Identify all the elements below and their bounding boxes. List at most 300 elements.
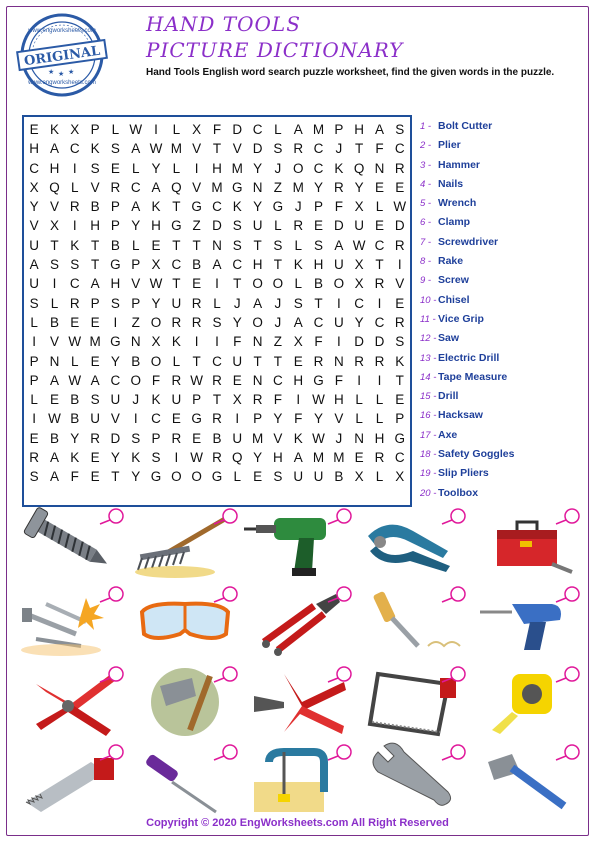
- grid-letter[interactable]: H: [293, 372, 304, 388]
- grid-letter[interactable]: T: [90, 237, 100, 253]
- grid-letter[interactable]: X: [49, 218, 59, 234]
- grid-letter[interactable]: S: [395, 122, 405, 137]
- grid-letter[interactable]: X: [192, 122, 202, 137]
- grid-letter[interactable]: O: [150, 353, 162, 369]
- grid-letter[interactable]: A: [90, 372, 100, 388]
- grid-letter[interactable]: B: [110, 237, 120, 253]
- grid-letter[interactable]: W: [149, 276, 163, 292]
- grid-letter[interactable]: E: [90, 353, 100, 369]
- grid-letter[interactable]: U: [333, 314, 344, 330]
- grid-letter[interactable]: L: [375, 411, 384, 427]
- grid-letter[interactable]: R: [394, 314, 405, 330]
- answer-pin-icon[interactable]: [440, 508, 466, 526]
- grid-letter[interactable]: A: [49, 372, 59, 388]
- grid-letter[interactable]: T: [314, 295, 323, 311]
- grid-letter[interactable]: I: [32, 334, 37, 350]
- grid-letter[interactable]: E: [395, 295, 405, 311]
- grid-letter[interactable]: L: [375, 469, 384, 485]
- grid-letter[interactable]: I: [174, 450, 179, 466]
- grid-letter[interactable]: Y: [253, 160, 263, 176]
- grid-letter[interactable]: O: [252, 276, 263, 292]
- grid-letter[interactable]: V: [131, 276, 141, 292]
- grid-letter[interactable]: R: [313, 353, 324, 369]
- grid-letter[interactable]: D: [394, 218, 405, 234]
- grid-letter[interactable]: D: [374, 334, 385, 350]
- grid-letter[interactable]: J: [132, 392, 140, 408]
- grid-letter[interactable]: O: [130, 372, 141, 388]
- grid-letter[interactable]: C: [354, 295, 365, 311]
- grid-letter[interactable]: K: [293, 430, 303, 446]
- grid-letter[interactable]: N: [374, 160, 385, 176]
- grid-letter[interactable]: I: [357, 372, 362, 388]
- grid-letter[interactable]: Y: [110, 353, 120, 369]
- grid-letter[interactable]: J: [274, 314, 282, 330]
- grid-letter[interactable]: I: [52, 276, 57, 292]
- grid-letter[interactable]: I: [133, 411, 138, 427]
- grid-letter[interactable]: T: [111, 469, 120, 485]
- grid-letter[interactable]: R: [212, 411, 222, 427]
- grid-letter[interactable]: V: [29, 218, 39, 234]
- grid-letter[interactable]: L: [71, 353, 79, 369]
- grid-letter[interactable]: G: [394, 430, 406, 446]
- grid-letter[interactable]: N: [49, 353, 60, 369]
- grid-letter[interactable]: L: [274, 218, 282, 234]
- answer-pin-icon[interactable]: [212, 666, 238, 684]
- answer-pin-icon[interactable]: [212, 508, 238, 526]
- grid-letter[interactable]: O: [171, 469, 182, 485]
- grid-letter[interactable]: P: [131, 295, 141, 311]
- grid-letter[interactable]: X: [70, 122, 80, 137]
- grid-letter[interactable]: X: [232, 392, 242, 408]
- grid-letter[interactable]: T: [355, 141, 364, 157]
- grid-letter[interactable]: A: [293, 314, 303, 330]
- grid-letter[interactable]: J: [335, 430, 343, 446]
- answer-pin-icon[interactable]: [98, 666, 124, 684]
- grid-letter[interactable]: P: [90, 122, 100, 137]
- grid-letter[interactable]: H: [273, 450, 283, 466]
- grid-letter[interactable]: R: [191, 314, 202, 330]
- grid-letter[interactable]: V: [49, 199, 59, 215]
- grid-letter[interactable]: R: [374, 353, 385, 369]
- grid-letter[interactable]: Y: [70, 430, 80, 446]
- grid-letter[interactable]: P: [334, 122, 344, 137]
- answer-pin-icon[interactable]: [440, 744, 466, 762]
- grid-letter[interactable]: N: [252, 179, 263, 195]
- answer-pin-icon[interactable]: [554, 744, 580, 762]
- grid-letter[interactable]: B: [90, 199, 100, 215]
- grid-letter[interactable]: R: [374, 276, 385, 292]
- grid-letter[interactable]: G: [171, 218, 182, 234]
- grid-letter[interactable]: J: [294, 199, 302, 215]
- grid-letter[interactable]: I: [377, 372, 382, 388]
- grid-letter[interactable]: W: [393, 199, 407, 215]
- grid-letter[interactable]: X: [395, 469, 405, 485]
- grid-letter[interactable]: A: [293, 450, 303, 466]
- grid-letter[interactable]: R: [293, 218, 304, 234]
- grid-letter[interactable]: L: [131, 160, 140, 176]
- answer-pin-icon[interactable]: [440, 586, 466, 604]
- grid-letter[interactable]: T: [375, 257, 384, 273]
- grid-letter[interactable]: I: [377, 295, 382, 311]
- grid-letter[interactable]: W: [68, 372, 82, 388]
- grid-letter[interactable]: B: [212, 430, 222, 446]
- grid-letter[interactable]: C: [69, 276, 80, 292]
- grid-letter[interactable]: L: [71, 179, 79, 195]
- grid-letter[interactable]: C: [313, 314, 324, 330]
- grid-letter[interactable]: A: [49, 450, 59, 466]
- grid-letter[interactable]: R: [29, 450, 40, 466]
- answer-pin-icon[interactable]: [554, 666, 580, 684]
- grid-letter[interactable]: R: [69, 295, 80, 311]
- grid-letter[interactable]: S: [29, 295, 39, 311]
- grid-letter[interactable]: R: [293, 141, 304, 157]
- grid-letter[interactable]: G: [110, 334, 121, 350]
- grid-letter[interactable]: O: [333, 276, 345, 292]
- grid-letter[interactable]: R: [110, 179, 121, 195]
- grid-letter[interactable]: Y: [131, 218, 141, 234]
- grid-letter[interactable]: T: [212, 141, 222, 157]
- grid-letter[interactable]: V: [192, 141, 202, 157]
- grid-letter[interactable]: M: [292, 179, 304, 195]
- grid-letter[interactable]: E: [171, 411, 181, 427]
- grid-letter[interactable]: F: [375, 141, 384, 157]
- grid-letter[interactable]: K: [395, 353, 405, 369]
- grid-letter[interactable]: E: [151, 237, 161, 253]
- grid-letter[interactable]: D: [354, 334, 365, 350]
- grid-letter[interactable]: C: [313, 160, 324, 176]
- grid-letter[interactable]: F: [151, 372, 161, 388]
- grid-letter[interactable]: O: [150, 314, 162, 330]
- grid-letter[interactable]: V: [192, 179, 202, 195]
- grid-letter[interactable]: C: [374, 314, 385, 330]
- grid-letter[interactable]: J: [335, 141, 343, 157]
- grid-letter[interactable]: M: [231, 160, 243, 176]
- grid-letter[interactable]: S: [70, 257, 80, 273]
- grid-letter[interactable]: H: [29, 141, 40, 157]
- grid-letter[interactable]: M: [211, 179, 223, 195]
- grid-letter[interactable]: V: [334, 411, 344, 427]
- grid-letter[interactable]: W: [129, 122, 143, 137]
- grid-letter[interactable]: G: [150, 469, 162, 485]
- grid-letter[interactable]: U: [333, 257, 344, 273]
- grid-letter[interactable]: T: [253, 353, 262, 369]
- grid-letter[interactable]: Y: [110, 450, 120, 466]
- answer-pin-icon[interactable]: [326, 508, 352, 526]
- grid-letter[interactable]: E: [374, 179, 384, 195]
- grid-letter[interactable]: C: [273, 372, 283, 388]
- grid-letter[interactable]: C: [212, 353, 222, 369]
- grid-letter[interactable]: E: [29, 122, 39, 137]
- grid-letter[interactable]: U: [171, 392, 182, 408]
- grid-letter[interactable]: E: [232, 372, 242, 388]
- grid-letter[interactable]: U: [232, 353, 243, 369]
- grid-letter[interactable]: T: [50, 237, 59, 253]
- grid-letter[interactable]: R: [252, 392, 263, 408]
- grid-letter[interactable]: A: [131, 141, 141, 157]
- grid-letter[interactable]: S: [90, 392, 100, 408]
- grid-letter[interactable]: X: [354, 199, 364, 215]
- grid-letter[interactable]: G: [110, 257, 121, 273]
- grid-letter[interactable]: P: [192, 392, 202, 408]
- grid-letter[interactable]: U: [252, 218, 263, 234]
- grid-letter[interactable]: K: [70, 237, 80, 253]
- grid-letter[interactable]: P: [29, 372, 39, 388]
- grid-letter[interactable]: I: [32, 411, 37, 427]
- grid-letter[interactable]: Y: [151, 160, 161, 176]
- grid-letter[interactable]: V: [90, 179, 100, 195]
- grid-letter[interactable]: E: [374, 218, 384, 234]
- grid-letter[interactable]: A: [374, 122, 384, 137]
- grid-letter[interactable]: U: [354, 218, 365, 234]
- grid-letter[interactable]: E: [29, 430, 39, 446]
- grid-letter[interactable]: T: [172, 237, 181, 253]
- grid-letter[interactable]: U: [232, 430, 243, 446]
- grid-letter[interactable]: L: [355, 392, 363, 408]
- grid-letter[interactable]: E: [192, 276, 202, 292]
- grid-letter[interactable]: F: [273, 392, 283, 408]
- grid-letter[interactable]: L: [294, 276, 302, 292]
- grid-letter[interactable]: Y: [354, 314, 364, 330]
- grid-letter[interactable]: W: [48, 411, 61, 427]
- grid-letter[interactable]: X: [354, 276, 364, 292]
- grid-letter[interactable]: L: [111, 122, 120, 137]
- grid-letter[interactable]: Y: [253, 199, 263, 215]
- grid-letter[interactable]: C: [232, 257, 243, 273]
- grid-letter[interactable]: L: [50, 295, 59, 311]
- grid-letter[interactable]: T: [253, 237, 262, 253]
- grid-letter[interactable]: Y: [151, 295, 161, 311]
- grid-letter[interactable]: B: [314, 276, 324, 292]
- grid-letter[interactable]: K: [334, 160, 344, 176]
- grid-letter[interactable]: Y: [232, 314, 242, 330]
- grid-letter[interactable]: R: [394, 237, 405, 253]
- grid-letter[interactable]: T: [192, 353, 201, 369]
- grid-letter[interactable]: X: [293, 334, 303, 350]
- grid-letter[interactable]: S: [29, 469, 39, 485]
- grid-letter[interactable]: I: [194, 160, 199, 176]
- grid-letter[interactable]: C: [374, 237, 385, 253]
- grid-letter[interactable]: J: [274, 160, 282, 176]
- answer-pin-icon[interactable]: [98, 586, 124, 604]
- grid-letter[interactable]: I: [72, 160, 77, 176]
- grid-letter[interactable]: A: [90, 276, 100, 292]
- grid-letter[interactable]: I: [215, 276, 219, 292]
- grid-letter[interactable]: B: [70, 392, 80, 408]
- grid-letter[interactable]: W: [149, 141, 163, 157]
- grid-letter[interactable]: Y: [273, 411, 283, 427]
- grid-letter[interactable]: S: [212, 314, 222, 330]
- grid-letter[interactable]: F: [294, 411, 303, 427]
- grid-letter[interactable]: L: [30, 314, 38, 330]
- grid-letter[interactable]: V: [273, 430, 283, 446]
- grid-letter[interactable]: S: [131, 430, 141, 446]
- grid-letter[interactable]: E: [395, 392, 405, 408]
- grid-letter[interactable]: S: [232, 218, 242, 234]
- grid-letter[interactable]: I: [154, 122, 158, 137]
- grid-letter[interactable]: A: [151, 179, 161, 195]
- grid-letter[interactable]: W: [190, 372, 204, 388]
- grid-letter[interactable]: P: [314, 199, 324, 215]
- grid-letter[interactable]: C: [151, 411, 161, 427]
- grid-letter[interactable]: C: [130, 179, 141, 195]
- grid-letter[interactable]: S: [273, 141, 283, 157]
- grid-letter[interactable]: M: [312, 122, 325, 137]
- grid-letter[interactable]: E: [90, 469, 100, 485]
- grid-letter[interactable]: P: [110, 199, 120, 215]
- grid-letter[interactable]: S: [90, 160, 100, 176]
- grid-letter[interactable]: U: [29, 237, 40, 253]
- grid-letter[interactable]: S: [314, 237, 324, 253]
- grid-letter[interactable]: P: [395, 411, 405, 427]
- grid-letter[interactable]: Z: [273, 179, 283, 195]
- grid-letter[interactable]: E: [90, 450, 100, 466]
- grid-letter[interactable]: A: [49, 469, 59, 485]
- grid-letter[interactable]: L: [131, 237, 140, 253]
- grid-letter[interactable]: H: [110, 276, 121, 292]
- grid-letter[interactable]: N: [130, 334, 141, 350]
- grid-letter[interactable]: C: [212, 199, 222, 215]
- grid-letter[interactable]: B: [49, 314, 59, 330]
- grid-letter[interactable]: I: [336, 295, 341, 311]
- grid-letter[interactable]: I: [296, 392, 301, 408]
- grid-letter[interactable]: Q: [232, 450, 243, 466]
- grid-letter[interactable]: C: [110, 372, 121, 388]
- grid-letter[interactable]: L: [172, 353, 181, 369]
- grid-letter[interactable]: T: [395, 372, 404, 388]
- grid-letter[interactable]: K: [232, 199, 242, 215]
- grid-letter[interactable]: Z: [192, 218, 201, 234]
- grid-letter[interactable]: C: [252, 122, 263, 137]
- grid-letter[interactable]: S: [293, 295, 303, 311]
- grid-letter[interactable]: U: [293, 469, 304, 485]
- grid-letter[interactable]: M: [170, 141, 182, 157]
- grid-letter[interactable]: F: [70, 469, 79, 485]
- grid-letter[interactable]: E: [395, 179, 405, 195]
- grid-letter[interactable]: S: [232, 237, 242, 253]
- grid-letter[interactable]: V: [49, 334, 59, 350]
- grid-letter[interactable]: G: [313, 372, 324, 388]
- grid-letter[interactable]: S: [110, 141, 120, 157]
- grid-letter[interactable]: I: [235, 411, 240, 427]
- grid-letter[interactable]: T: [172, 199, 181, 215]
- grid-letter[interactable]: C: [394, 141, 405, 157]
- grid-letter[interactable]: I: [215, 334, 219, 350]
- grid-letter[interactable]: V: [232, 141, 242, 157]
- grid-letter[interactable]: T: [273, 257, 283, 273]
- grid-letter[interactable]: T: [273, 353, 283, 369]
- grid-letter[interactable]: N: [252, 372, 263, 388]
- grid-letter[interactable]: H: [354, 122, 365, 137]
- grid-letter[interactable]: T: [192, 237, 201, 253]
- answer-pin-icon[interactable]: [98, 744, 124, 762]
- grid-letter[interactable]: Y: [314, 179, 324, 195]
- grid-letter[interactable]: A: [212, 257, 222, 273]
- answer-pin-icon[interactable]: [98, 508, 124, 526]
- grid-letter[interactable]: L: [355, 411, 363, 427]
- grid-letter[interactable]: S: [273, 469, 283, 485]
- grid-letter[interactable]: L: [213, 295, 221, 311]
- grid-letter[interactable]: K: [171, 334, 181, 350]
- grid-letter[interactable]: Y: [131, 469, 141, 485]
- grid-letter[interactable]: N: [212, 237, 222, 253]
- grid-letter[interactable]: I: [194, 334, 199, 350]
- grid-letter[interactable]: X: [151, 257, 161, 273]
- grid-letter[interactable]: H: [374, 430, 385, 446]
- grid-letter[interactable]: G: [272, 199, 284, 215]
- grid-letter[interactable]: J: [233, 295, 241, 311]
- grid-letter[interactable]: W: [312, 430, 325, 446]
- grid-letter[interactable]: R: [69, 199, 80, 215]
- grid-letter[interactable]: A: [253, 295, 263, 311]
- answer-pin-icon[interactable]: [326, 586, 352, 604]
- grid-letter[interactable]: Y: [29, 199, 39, 215]
- grid-letter[interactable]: A: [131, 199, 141, 215]
- grid-letter[interactable]: D: [110, 430, 121, 446]
- grid-letter[interactable]: H: [313, 257, 324, 273]
- grid-letter[interactable]: D: [252, 141, 263, 157]
- answer-pin-icon[interactable]: [212, 744, 238, 762]
- grid-letter[interactable]: W: [352, 237, 366, 253]
- grid-letter[interactable]: L: [274, 122, 282, 137]
- grid-letter[interactable]: R: [191, 295, 202, 311]
- answer-pin-icon[interactable]: [326, 744, 352, 762]
- grid-letter[interactable]: D: [333, 218, 344, 234]
- grid-letter[interactable]: B: [192, 257, 202, 273]
- grid-letter[interactable]: A: [293, 122, 303, 137]
- grid-letter[interactable]: Q: [353, 160, 365, 176]
- grid-letter[interactable]: N: [354, 430, 365, 446]
- grid-letter[interactable]: R: [171, 372, 182, 388]
- grid-letter[interactable]: D: [212, 218, 222, 234]
- grid-letter[interactable]: P: [90, 295, 100, 311]
- grid-letter[interactable]: R: [394, 160, 405, 176]
- answer-pin-icon[interactable]: [326, 666, 352, 684]
- grid-letter[interactable]: K: [70, 450, 80, 466]
- grid-letter[interactable]: S: [273, 237, 283, 253]
- grid-letter[interactable]: S: [110, 295, 120, 311]
- grid-letter[interactable]: O: [292, 160, 304, 176]
- grid-letter[interactable]: P: [151, 430, 161, 446]
- grid-letter[interactable]: F: [233, 334, 242, 350]
- grid-letter[interactable]: E: [49, 392, 59, 408]
- grid-letter[interactable]: C: [394, 450, 405, 466]
- grid-letter[interactable]: R: [333, 179, 344, 195]
- grid-letter[interactable]: R: [171, 314, 182, 330]
- grid-letter[interactable]: F: [314, 334, 323, 350]
- grid-letter[interactable]: L: [294, 237, 302, 253]
- grid-letter[interactable]: H: [212, 160, 222, 176]
- grid-letter[interactable]: L: [375, 199, 384, 215]
- grid-letter[interactable]: A: [334, 237, 344, 253]
- grid-letter[interactable]: L: [375, 392, 384, 408]
- grid-letter[interactable]: U: [90, 411, 100, 427]
- grid-letter[interactable]: S: [49, 257, 59, 273]
- grid-letter[interactable]: P: [110, 218, 120, 234]
- grid-letter[interactable]: L: [172, 160, 181, 176]
- grid-letter[interactable]: V: [110, 411, 120, 427]
- grid-letter[interactable]: E: [253, 469, 263, 485]
- grid-letter[interactable]: X: [151, 334, 161, 350]
- grid-letter[interactable]: C: [313, 141, 324, 157]
- grid-letter[interactable]: A: [29, 257, 39, 273]
- grid-letter[interactable]: T: [172, 276, 181, 292]
- grid-letter[interactable]: G: [191, 411, 202, 427]
- grid-letter[interactable]: D: [232, 122, 243, 137]
- grid-letter[interactable]: R: [212, 450, 222, 466]
- answer-pin-icon[interactable]: [554, 586, 580, 604]
- grid-letter[interactable]: Y: [253, 450, 263, 466]
- answer-pin-icon[interactable]: [212, 586, 238, 604]
